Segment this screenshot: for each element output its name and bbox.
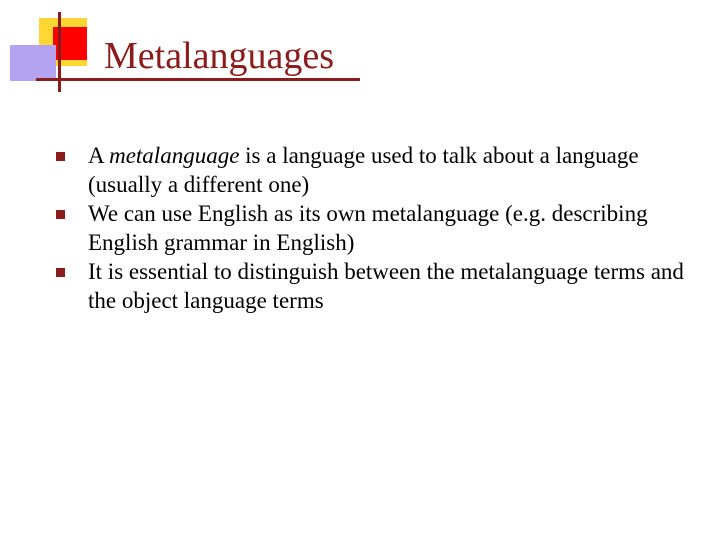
- bullet-text-segment: We can use English as its own metalanguage (e.g. describing English grammar in English): [88, 201, 648, 255]
- square-bullet-icon: [56, 268, 65, 277]
- slide-title: Metalanguages: [104, 35, 335, 77]
- square-bullet-icon: [56, 152, 65, 161]
- bullet-item: [56, 141, 696, 199]
- bullet-text-segment: A: [88, 143, 110, 168]
- decorative-violet-square: [10, 45, 56, 81]
- bullet-text-emphasis: metalanguage: [109, 143, 240, 168]
- bullet-list: [56, 141, 696, 315]
- bullet-item: [56, 257, 696, 315]
- bullet-item: [56, 199, 696, 257]
- bullet-text-segment: is a language used to talk about a language (usually a different one): [88, 143, 639, 197]
- bullet-text-segment: It is essential to distinguish between the metalanguage terms and the object language terms: [88, 259, 684, 313]
- square-bullet-icon: [56, 210, 65, 219]
